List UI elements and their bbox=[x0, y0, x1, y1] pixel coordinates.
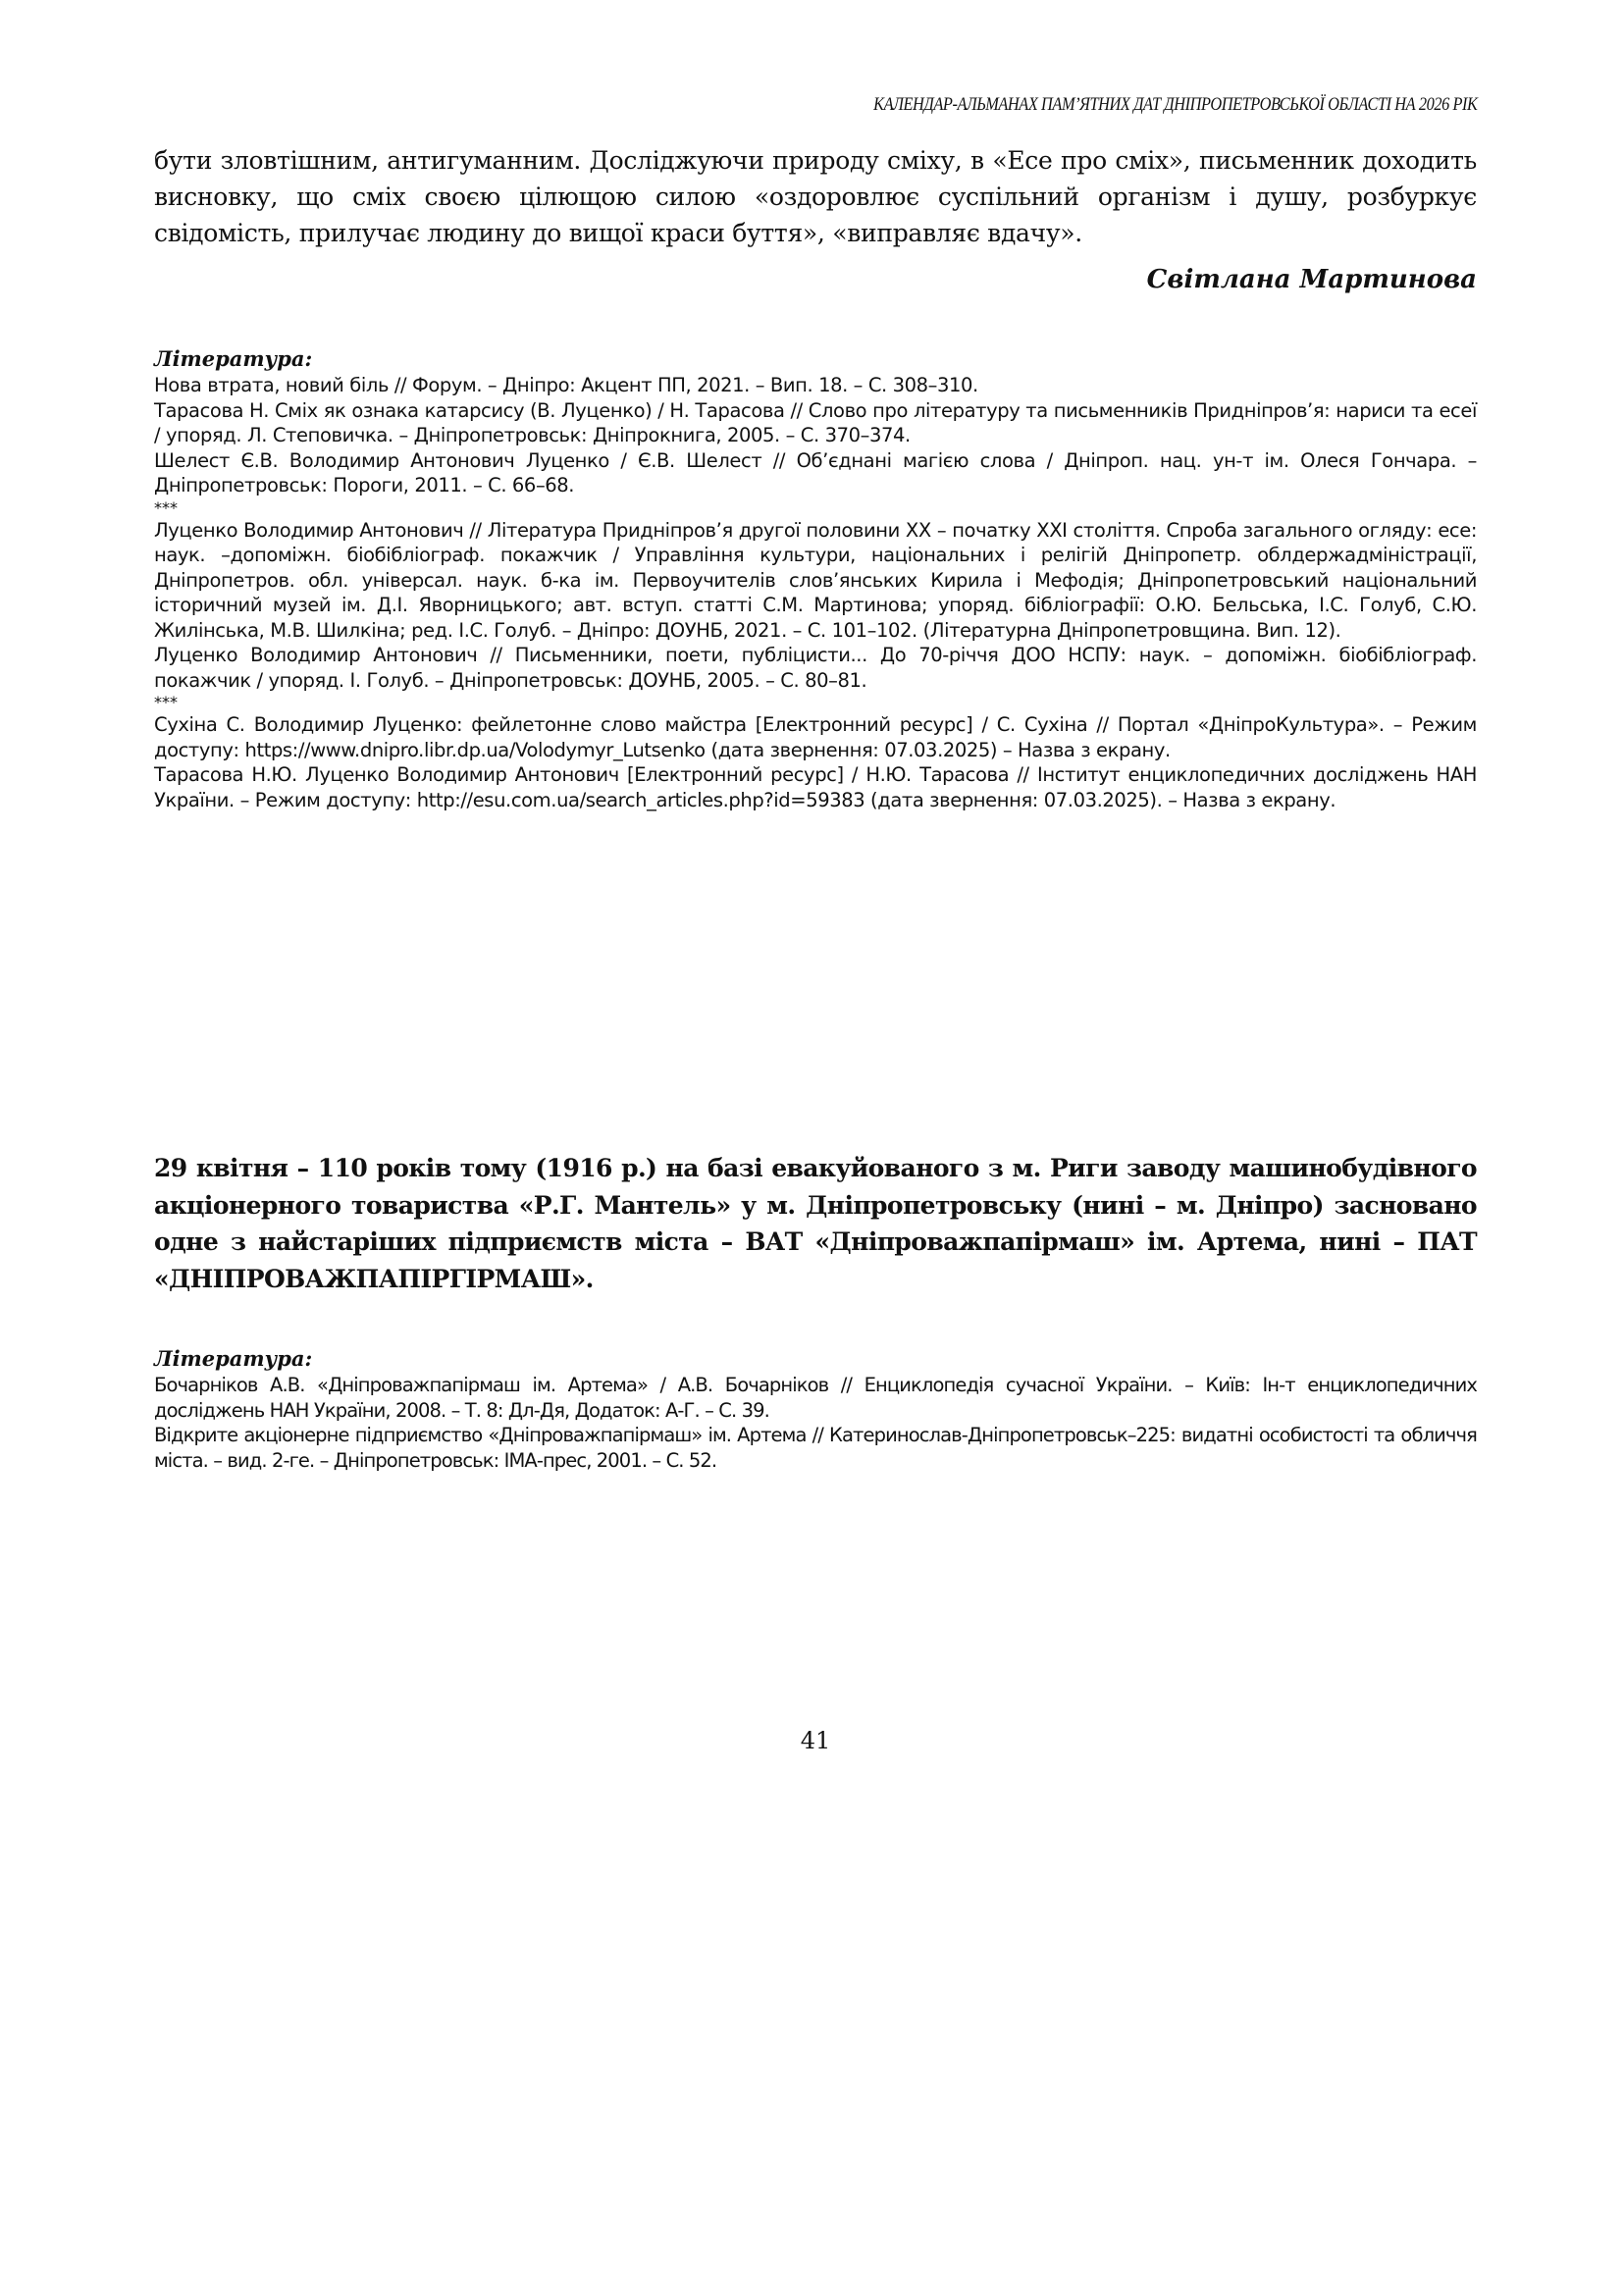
event-heading: 29 квітня – 110 років тому (1916 р.) на базі евакуйованого з м. Риги заводу машинобудівного акціонерного товариства «Р.Г. Мантель» у м. Дніпропетровську (нині – м. Дніпро) засновано одне з найстаріших підприємств міста – ВАТ «Дніпроважпапірмаш» ім. Артема, нині – ПАТ «ДНІПРОВАЖПАПІРГІРМАШ». bbox=[154, 1154, 1477, 1293]
page-number: 41 bbox=[800, 1727, 831, 1754]
literature-entry: Тарасова Н.Ю. Луценко Володимир Антонович [Електронний ресурс] / Н.Ю. Тарасова // Інститут енциклопедичних досліджень НАН України. – Режим доступу: http://esu.com.ua/search_articles.php?id=59383 (дата звернення: 07.03.2025). – Назва з екрану. bbox=[154, 763, 1477, 811]
running-header: КАЛЕНДАР-АЛЬМАНАХ ПАМ’ЯТНИХ ДАТ ДНІПРОПЕТРОВСЬКОЇ ОБЛАСТІ НА 2026 РІК bbox=[872, 94, 1477, 115]
literature-entry: Тарасова Н. Сміх як ознака катарсису (В. Луценко) / Н. Тарасова // Слово про літературу та письменників Придніпров’я: нариси та есеї / упоряд. Л. Степовичка. – Дніпропетровськ: Дніпрокнига, 2005. – С. 370–374. bbox=[154, 398, 1477, 446]
literature-title: Література: bbox=[154, 346, 313, 371]
literature-section-2 bbox=[154, 1345, 1477, 1473]
literature-entry: Відкрите акціонерне підприємство «Дніпроважпапірмаш» ім. Артема // Катеринослав-Дніпропетровськ–225: видатні особистості та обличчя міста. – вид. 2-ге. – Дніпропетровськ: ІМА-прес, 2001. – С. 52. bbox=[154, 1424, 1477, 1472]
literature-entry: Шелест Є.В. Володимир Антонович Луценко / Є.В. Шелест // Об’єднані магією слова / Дніпроп. нац. ун-т ім. Олеся Гончара. – Дніпропетровськ: Пороги, 2011. – С. 66–68. bbox=[154, 448, 1477, 496]
separator: *** bbox=[154, 497, 178, 517]
literature-entry: Сухіна С. Володимир Луценко: фейлетонне слово майстра [Електронний ресурс] / С. Сухіна // Портал «ДніпроКультура». – Режим доступу: https://www.dnipro.libr.dp.ua/Volodymyr_Lutsenko (дата звернення: 07.03.2025) – Назва з екрану. bbox=[154, 713, 1477, 761]
article-paragraph: бути зловтішним, антигуманним. Досліджуючи природу сміху, в «Есе про сміх», письменник доходить висновку, що сміх своєю цілющою силою «оздоровлює суспільний організм і душу, розбуркує свідомість, прилучає людину до вищої краси буття», «виправляє вдачу». bbox=[154, 146, 1477, 247]
literature-entry: Бочарніков А.В. «Дніпроважпапірмаш ім. Артема» / А.В. Бочарніков // Енциклопедія сучасної України. – Київ: Ін-т енциклопедичних досліджень НАН України, 2008. – Т. 8: Дл-Дя, Додаток: А-Г. – С. 39. bbox=[154, 1374, 1477, 1422]
separator: *** bbox=[154, 693, 178, 711]
literature-entry: Луценко Володимир Антонович // Література Придніпров’я другої половини ХХ – початку ХХІ століття. Спроба загального огляду: есе: наук. –допоміжн. біобібліограф. покажчик / Управління культури, національних і релігій Дніпропетр. облдержадміністрації, Дніпропетров. обл. універсал. наук. б-ка ім. Первоучителів слов’янських Кирила і Мефодія; Дніпропетровський національний історичний музей ім. Д.І. Яворницького; авт. вступ. статті С.М. Мартинова; упоряд. бібліографії: О.Ю. Бельська, І.С. Голуб, С.Ю. Жилінська, М.В. Шилкіна; ред. І.С. Голуб. – Дніпро: ДОУНБ, 2021. – С. 101–102. (Літературна Дніпропетровщина. Вип. 12). bbox=[154, 518, 1477, 642]
literature-entry: Луценко Володимир Антонович // Письменники, поети, публіцисти... До 70-річчя ДОО НСПУ: наук. – допоміжн. біобібліограф. покажчик / упоряд. І. Голуб. – Дніпропетровськ: ДОУНБ, 2005. – С. 80–81. bbox=[154, 644, 1477, 692]
article-author: Світлана Мартинова bbox=[1146, 265, 1477, 294]
literature-section-1 bbox=[154, 345, 1477, 812]
literature-entry: Нова втрата, новий біль // Форум. – Дніпро: Акцент ПП, 2021. – Вип. 18. – С. 308–310. bbox=[154, 374, 978, 396]
literature-title: Література: bbox=[154, 1346, 313, 1371]
